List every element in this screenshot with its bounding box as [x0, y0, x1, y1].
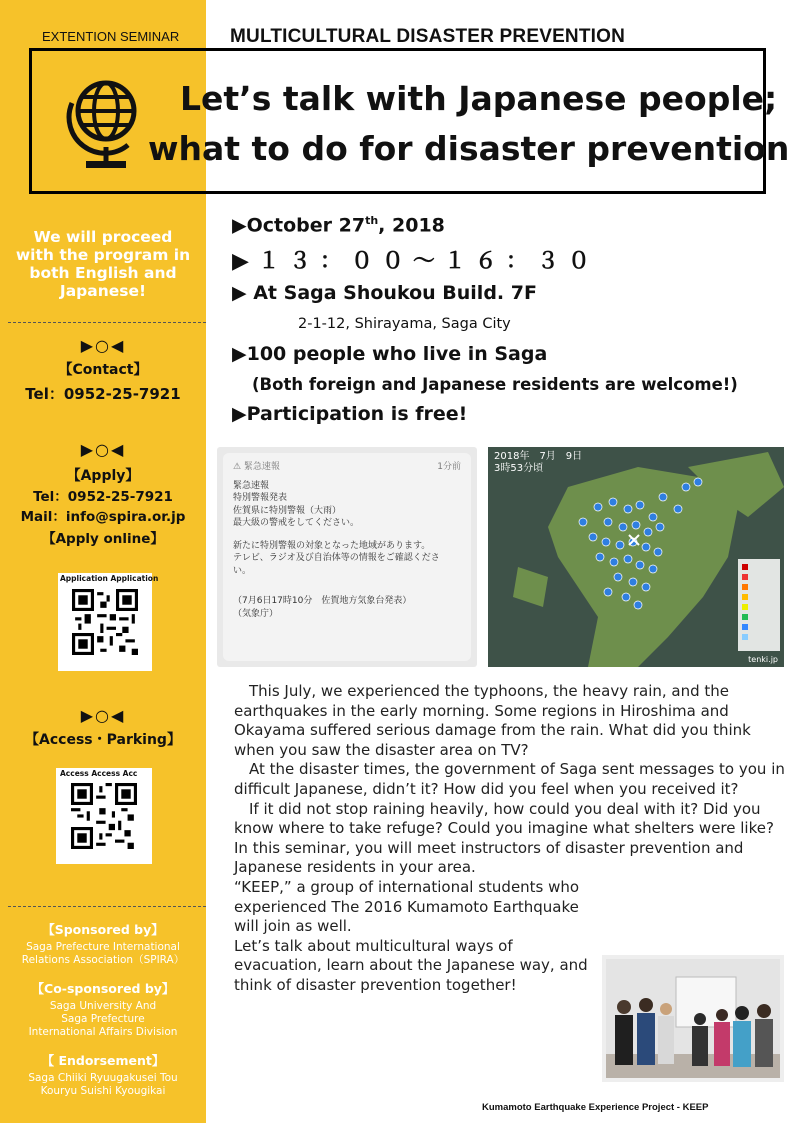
- body-text: [234, 682, 788, 996]
- title-line-2: what to do for disaster prevention: [148, 129, 790, 168]
- apply-qr-code[interactable]: [58, 573, 159, 671]
- apply-mail[interactable]: Mail：info@spira.or.jp: [20, 509, 186, 525]
- team-photo-graphic: [606, 959, 780, 1078]
- marks-icon: ▶○◀: [80, 706, 126, 725]
- cosponsored-heading: 【Co-sponsored by】: [31, 981, 175, 996]
- alert-card: [223, 453, 471, 661]
- apply-label: 【Apply】: [66, 468, 140, 484]
- map-graphic: [488, 447, 784, 667]
- body-paragraph: This July, we experienced the typhoons, the heavy rain, and the earthquakes in the early morning. Some regions in Hiroshima and Okayama suffered serious damage from the rain. What did you think when you saw the disaster area on TV?: [234, 682, 751, 759]
- map-date: 2018年 7月 9日: [494, 451, 583, 462]
- event-fee: ▶Participation is free!: [232, 403, 468, 425]
- cosponsored-line: International Affairs Division: [28, 1026, 178, 1038]
- title-box-white-area: [209, 51, 763, 191]
- divider: [8, 906, 206, 907]
- event-capacity: ▶100 people who live in Saga: [232, 343, 548, 365]
- proceed-message: [0, 228, 206, 300]
- program-title: MULTICULTURAL DISASTER PREVENTION: [230, 26, 626, 47]
- footer-credit: Kumamoto Earthquake Experience Project - KEEP: [482, 1102, 709, 1113]
- alert-header: [233, 461, 461, 474]
- cosponsored-line: Saga Prefecture: [61, 1013, 145, 1025]
- sponsored-line: Saga Prefecture International: [26, 941, 180, 953]
- qr-icon: [72, 587, 138, 657]
- alert-line: テレビ、ラジオ及び自治体等の情報をご確認ください。: [233, 553, 440, 576]
- alert-line: （気象庁）: [233, 608, 279, 619]
- alert-header-right: 1分前: [437, 462, 461, 472]
- alert-line: 緊急速報: [233, 480, 270, 491]
- map-datetime: [494, 451, 582, 475]
- alert-line: 最大級の警戒をしてください。: [233, 518, 360, 528]
- qr-frame-text: Application Application: [60, 574, 159, 583]
- divider: [8, 322, 206, 323]
- event-place: ▶ At Saga Shoukou Build. 7F: [232, 282, 537, 304]
- alert-line: 新たに特別警報の対象となった地域があります。: [233, 540, 431, 551]
- endorsement-line: Kouryu Suishi Kyougikai: [40, 1085, 166, 1097]
- apply-online-label: 【Apply online】: [42, 531, 164, 547]
- event-welcome: (Both foreign and Japanese residents are welcome!): [252, 375, 738, 394]
- contact-label: 【Contact】: [58, 362, 148, 378]
- alert-line: （7月6日17時10分 佐賀地方気象台発表）: [233, 596, 412, 606]
- alert-line: 佐賀県に特別警報（大雨）: [233, 505, 342, 516]
- proceed-line: both English and: [29, 264, 177, 282]
- cosponsored-line: Saga University And: [49, 1000, 157, 1012]
- proceed-line: We will proceed: [33, 228, 173, 246]
- proceed-line: Japanese!: [59, 282, 147, 300]
- apply-section: [0, 440, 206, 549]
- header-line: [34, 26, 714, 48]
- earthquake-map-image: [488, 447, 784, 667]
- title-box: [29, 48, 790, 194]
- proceed-line: with the program in: [15, 246, 191, 264]
- body-paragraph: If it did not stop raining heavily, how could you deal with it? Did you know where to take refuge? Could you imagine what shelters were like?: [234, 799, 774, 838]
- extension-seminar-label: EXTENTION SEMINAR: [42, 29, 180, 44]
- event-date-sup: th: [365, 214, 379, 227]
- body-paragraph: In this seminar, you will meet instructors of disaster prevention and Japanese residents in your area.: [234, 838, 744, 877]
- apply-tel[interactable]: Tel：0952-25-7921: [33, 489, 173, 505]
- marks-icon: ▶○◀: [80, 336, 126, 355]
- sponsor-section: [0, 920, 206, 1098]
- event-date: [232, 214, 445, 236]
- alert-line: 特別警報発表: [233, 493, 288, 503]
- contact-tel[interactable]: Tel：0952-25-7921: [25, 385, 181, 403]
- contact-section: [0, 336, 206, 404]
- sponsored-heading: 【Sponsored by】: [42, 922, 164, 937]
- event-date-year: , 2018: [378, 214, 445, 237]
- alert-header-left: ⚠ 緊急速報: [233, 462, 280, 472]
- endorsement-line: Saga Chiiki Ryuugakusei Tou: [28, 1072, 178, 1084]
- emergency-alert-image: [217, 447, 477, 667]
- globe-icon: [66, 73, 146, 173]
- marks-icon: ▶○◀: [80, 440, 126, 459]
- team-photo: [602, 955, 784, 1082]
- qr-frame-text: Access Access Acc: [60, 769, 138, 778]
- event-date-main: ▶October 27: [232, 214, 366, 237]
- qr-icon: [71, 782, 137, 850]
- map-time: 3時53分頃: [494, 463, 544, 474]
- body-paragraph: Let’s talk about multicultural ways of evacuation, learn about the Japanese way, and think of disaster prevention together!: [234, 936, 588, 994]
- event-address: 2-1-12, Shirayama, Saga City: [298, 316, 511, 332]
- endorsement-heading: 【 Endorsement】: [41, 1053, 165, 1068]
- sponsored-line: Relations Association（SPIRA）: [21, 954, 185, 966]
- access-qr-code[interactable]: [56, 768, 152, 864]
- map-brand: tenki.jp: [748, 655, 778, 664]
- event-time: ▶１３：００～１６：３０: [232, 249, 599, 274]
- body-paragraph: At the disaster times, the government of Saga sent messages to you in difficult Japanese, didn’t it? How did you feel when you received it?: [234, 760, 785, 798]
- access-section: [0, 706, 206, 749]
- title-line-1: Let’s talk with Japanese people;: [180, 79, 778, 118]
- access-label: 【Access・Parking】: [25, 732, 181, 748]
- body-paragraph: “KEEP,” a group of international students who experienced The 2016 Kumamoto Earthquake will join as well.: [234, 877, 580, 936]
